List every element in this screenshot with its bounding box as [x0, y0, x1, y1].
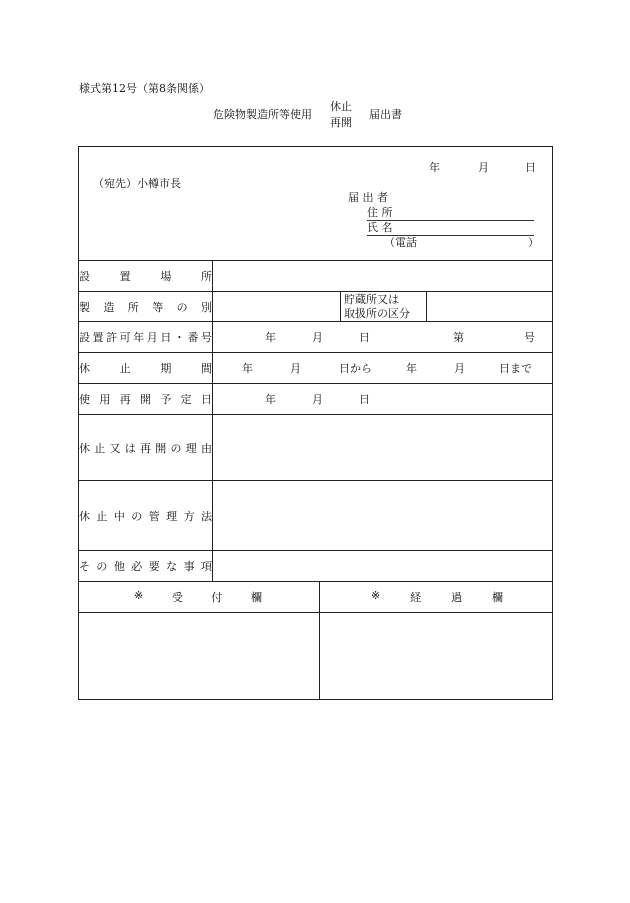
header-cell [79, 147, 553, 261]
permit-month: 月 [312, 331, 323, 344]
rd-year: 年 [265, 393, 276, 406]
permit-year: 年 [265, 331, 276, 344]
reception-header: ※ 受 付 欄 [79, 582, 320, 613]
label-other: その他必要な事項 [79, 551, 213, 582]
label-management: 休止中の管理方法 [79, 481, 213, 551]
reception-field[interactable] [79, 613, 320, 700]
permit-number-prefix: 第 [453, 331, 464, 344]
facility-type-field[interactable] [213, 292, 341, 322]
date-year: 年 [429, 161, 440, 174]
permit-field[interactable] [213, 322, 553, 353]
label-suspension-period: 休止期間 [79, 353, 213, 384]
sp-month-from: 月 [290, 362, 301, 375]
label-permit: 設置許可年月日・番号 [79, 322, 213, 353]
sp-day-from: 日から [339, 362, 372, 375]
location-field[interactable] [213, 261, 553, 292]
title-main: 危険物製造所等使用 [213, 108, 312, 121]
progress-field[interactable] [320, 613, 553, 700]
storage-type-field[interactable] [427, 292, 553, 322]
suspension-period-field[interactable] [213, 353, 553, 384]
label-location: 設置場所 [79, 261, 213, 292]
rd-day: 日 [359, 393, 370, 406]
sp-year-from: 年 [242, 362, 253, 375]
label-reason: 休止又は再開の理由 [79, 415, 213, 481]
addressee: （宛先）小樽市長 [93, 177, 181, 190]
label-facility-type: 製造所等の別 [79, 292, 213, 322]
progress-header: ※ 経 過 欄 [320, 582, 553, 613]
phone-label: （電話 [384, 236, 417, 249]
title-option-resume: 再開 [330, 116, 352, 129]
title-option-suspend: 休止 [330, 100, 352, 113]
permit-day: 日 [359, 331, 370, 344]
sp-day-to: 日まで [499, 362, 532, 375]
sp-month-to: 月 [454, 362, 465, 375]
notifier-label: 届 出 者 [348, 191, 388, 204]
management-field[interactable] [213, 481, 553, 551]
phone-close: ） [528, 236, 539, 249]
rd-month: 月 [312, 393, 323, 406]
notification-form-table [78, 146, 553, 700]
title-end: 届出書 [369, 108, 402, 121]
name-field[interactable]: 氏 名 [367, 219, 534, 236]
address-field[interactable]: 住 所 [367, 204, 534, 221]
other-field[interactable] [213, 551, 553, 582]
label-resume-date: 使用再開予定日 [79, 384, 213, 415]
date-day: 日 [525, 161, 536, 174]
date-month: 月 [478, 161, 489, 174]
resume-date-field[interactable] [213, 384, 553, 415]
label-storage-type: 貯蔵所又は 取扱所の区分 [341, 292, 427, 322]
form-number: 様式第12号（第8条関係） [79, 82, 210, 95]
reason-field[interactable] [213, 415, 553, 481]
permit-number-suffix: 号 [524, 331, 535, 344]
sp-year-to: 年 [406, 362, 417, 375]
